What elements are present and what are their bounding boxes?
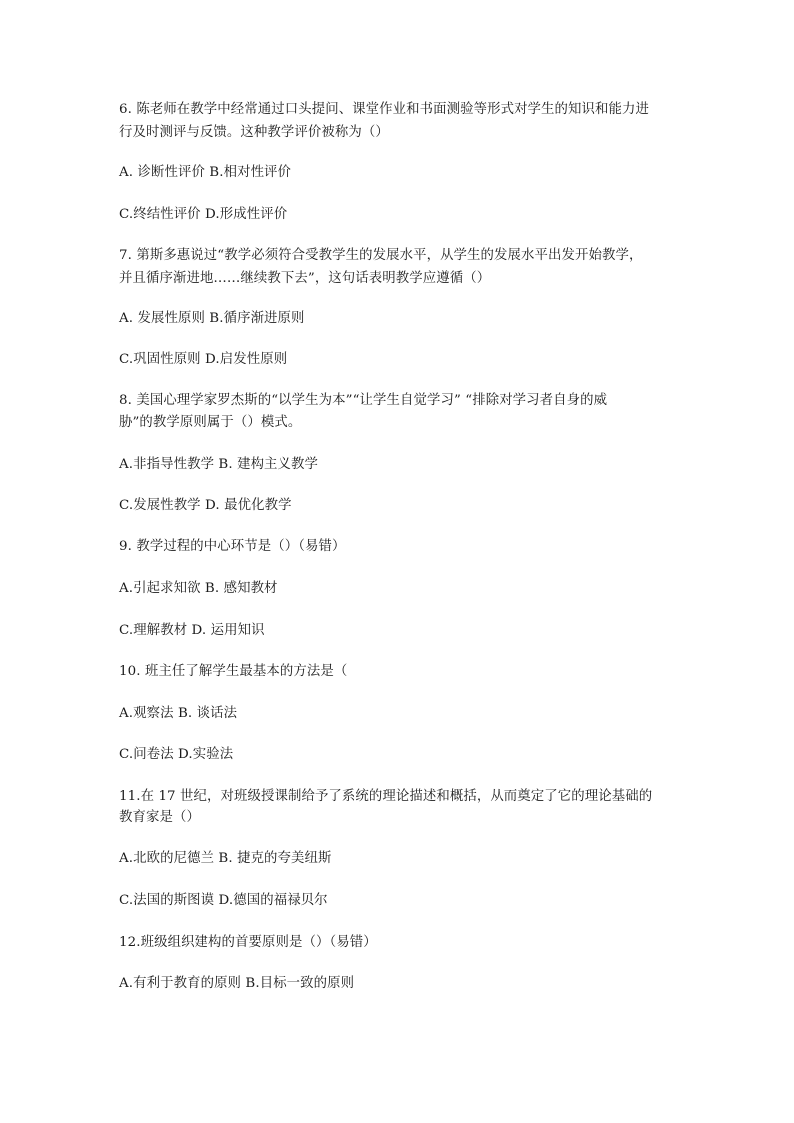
- q10-options-cd: C.问卷法 D.实验法: [119, 747, 234, 762]
- q11-options-ab: A.北欧的尼德兰 B. 捷克的夸美纽斯: [119, 851, 332, 866]
- q9-stem: 9. 教学过程的中心环节是（）（易错）: [119, 539, 346, 554]
- q7-options-ab: A. 发展性原则 B.循序渐进原则: [119, 311, 305, 326]
- q12-stem: 12.班级组织建构的首要原则是（）（易错）: [119, 935, 377, 950]
- q6-options-ab: A. 诊断性评价 B.相对性评价: [119, 165, 292, 180]
- q11-options-cd: C.法国的斯图谟 D.德国的福禄贝尔: [119, 893, 328, 908]
- q9-options-cd: C.理解教材 D. 运用知识: [119, 623, 265, 638]
- q6-stem-line-2: 行及时测评与反馈。这种教学评价被称为（）: [119, 125, 389, 140]
- q8-stem-line-2: 胁”的教学原则属于（）模式。: [119, 415, 302, 430]
- q10-options-ab: A.观察法 B. 谈话法: [119, 706, 238, 721]
- q6-options-cd: C.终结性评价 D.形成性评价: [119, 207, 288, 222]
- q7-stem-line-2: 并且循序渐进地……继续教下去”，这句话表明教学应遵循（）: [119, 271, 491, 286]
- q10-stem: 10. 班主任了解学生最基本的方法是（: [119, 664, 348, 679]
- q9-options-ab: A.引起求知欲 B. 感知教材: [119, 581, 278, 596]
- q11-stem-line-1: 11.在 17 世纪，对班级授课制给予了系统的理论描述和概括，从而奠定了它的理论基础的: [119, 789, 653, 804]
- q12-options-ab: A.有利于教育的原则 B.目标一致的原则: [119, 976, 355, 991]
- q7-options-cd: C.巩固性原则 D.启发性原则: [119, 352, 288, 367]
- q6-stem-line-1: 6. 陈老师在教学中经常通过口头提问、课堂作业和书面测验等形式对学生的知识和能力进: [119, 102, 649, 117]
- q8-stem-line-1: 8. 美国心理学家罗杰斯的“以学生为本”“让学生自觉学习” “排除对学习者自身的威: [119, 393, 608, 408]
- q8-options-ab: A.非指导性教学 B. 建构主义教学: [119, 457, 319, 472]
- q11-stem-line-2: 教育家是（）: [119, 810, 200, 825]
- q8-options-cd: C.发展性教学 D. 最优化教学: [119, 498, 292, 513]
- q7-stem-line-1: 7. 第斯多惠说过“教学必须符合受教学生的发展水平，从学生的发展水平出发开始教学，: [119, 248, 643, 263]
